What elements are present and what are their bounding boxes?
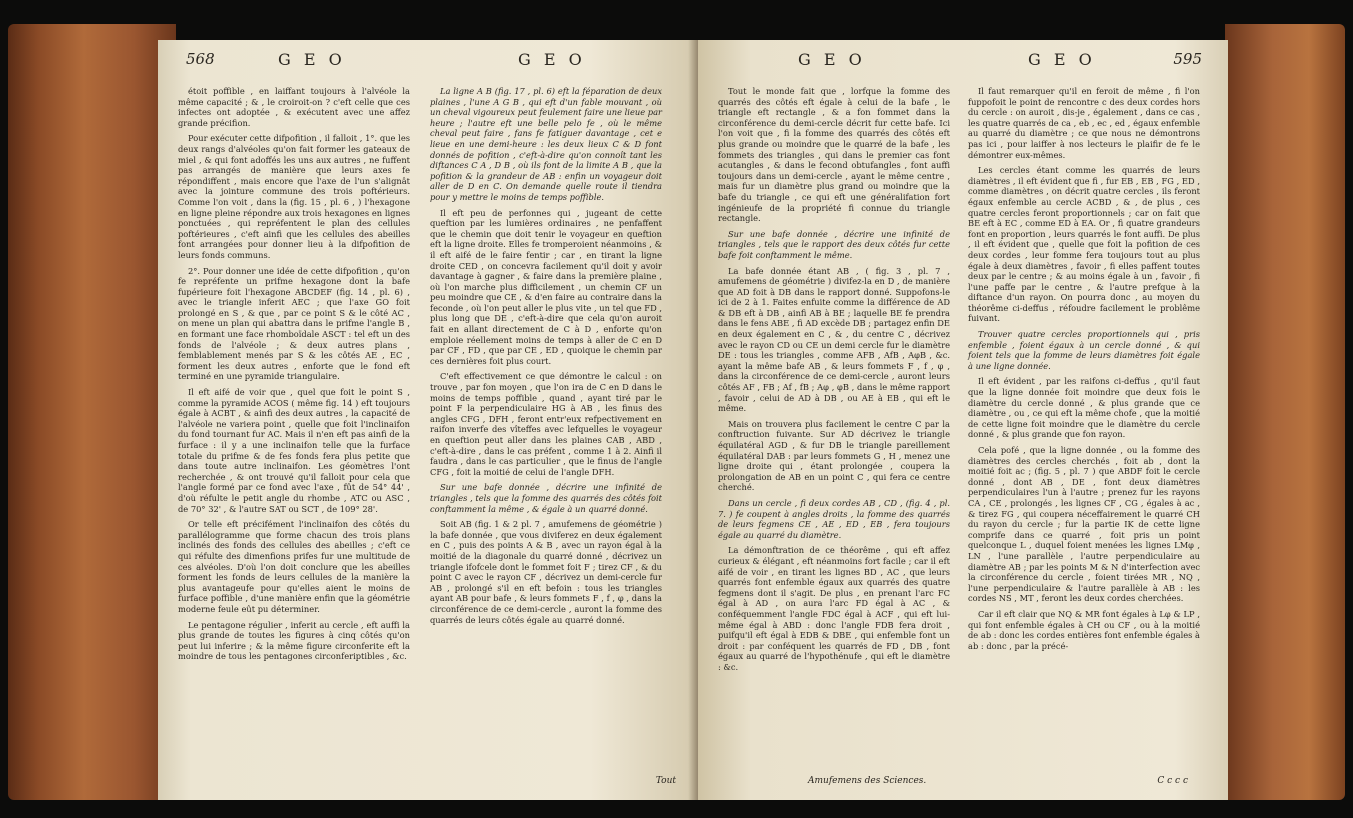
paragraph: Soit AB (fig. 1 & 2 pl. 7 , amufemens de géométrie ) la bafe donnée , que vous diviferez en deux également en C , puis des points A & B , avec un rayon égal à la moitié de la diagonale du quarré donné , décrivez un triangle ifofcele dont le fommet foit F ; tirez CF , & du point C avec le rayon CF , décrivez un demi-cercle fur AB , prolongé s'il en eft befoin : tous les triangles ayant AB pour bafe , & leurs fommets F , f , φ , dans la circonférence de ce demi-cercle , auront la fomme des quarrés de leurs côtés égale au quarré donné. [430,519,662,625]
paragraph: Or telle eft précifément l'inclinaifon des côtés du parallélogramme que forme chacun des trois plans inclinés des fonds des cellules des abeilles ; c'eft ce qui réfulte des dimenfions prifes fur une multitude de ces alvéoles. D'où l'on doit conclure que les abeilles forment les fonds de leurs cellules de la manière la plus avantageufe pour qu'elles aient le moins de furface poffible , d'une manière enfin que la géométrie moderne feule eût pu déterminer. [178,519,410,614]
paragraph: Car il eft clair que NQ & MR font égales à Lφ & LP , qui font enfemble égales à CH ou CF , ou à la moitié de ab : donc les cordes entières font enfemble égales à ab : donc , par la précé- [968,608,1200,651]
paragraph: Mais on trouvera plus facilement le centre C par la conftruction fuivante. Sur AD décrivez le triangle équilatéral AGD , & fur DB le triangle pareillement équilatéral DAB : par leurs fommets G , H , menez une ligne droite qui , étant prolongée , coupera la prolongation de AB en un point C , qui fera ce centre cherché. [718,418,950,493]
catchword: Tout [655,776,676,786]
paragraph: Il eft aifé de voir que , quel que foit le point S , comme la pyramide ACOS ( même fig. 14 ) eft toujours égale à ACBT , & ainfi des deux autres , la capacité de l'alvéole ne variera point , quelle que foit l'inclinaifon du fond tournant fur AC. Mais il n'en eft pas ainfi de la furface : il y a une inclinaifon telle que la furface totale du prifme & de fes fonds fera plus petite que dans toute autre inclinaifon. Les géomètres l'ont recherchée , & ont trouvé qu'il falloit pour cela que l'angle formé par ce fond avec l'axe , fût de 54° 44' , d'où réfulte le petit angle du rhombe , ATC ou ASC , de 70° 32' , & l'autre SAT ou SCT , de 109° 28'. [178,387,410,514]
text-column [430,86,662,630]
open-book [8,10,1345,810]
problem-statement: Sur une bafe donnée , décrire une infinité de triangles , tels que la fomme des quarrés des côtés foit conftamment la même , & égale à un quarré donné. [430,482,662,514]
right-page-header [698,50,1228,78]
problem-statement: La ligne A B (fig. 17 , pl. 6) eft la féparation de deux plaines , l'une A G B , qui eft d'un fable mouvant , où un cheval vigoureux peut feulement faire une lieue par heure ; l'autre eft une belle pelo fe , où le même cheval peut faire , fans fe fatiguer davantage , cet e lieue en une demi-heure : les deux lieux C & D font donnés de pofition , c'eft-à-dire qu'on connoît tant les diftances C A , D B , où ils font de la limite A B , que la pofition & la grandeur de AB : enfin un voyageur doit aller de D en C. On demande quelle route il tiendra pour y mettre le moins de temps poffible. [430,86,662,202]
problem-statement: Sur une bafe donnée , décrire une infinité de triangles , tels que le rapport des deux côtés fur cette bafe foit conftamment le même. [718,228,950,260]
paragraph: Le pentagone régulier , inferit au cercle , eft auffi la plus grande de toutes les figures à cinq côtés qu'on peut lui inferire ; & la même figure circonferite eft la moindre de tous les pentagones circonferiptibles , &c. [178,619,410,662]
paragraph: Les cercles étant comme les quarrés de leurs diamètres , il eft évident que fi , fur EB , EB , FG , ED , comme diamètres , on décrit quatre cercles , ils feront égaux enfemble au cercle ACBD , & , de plus , ces quatre cercles feront proportionnels ; car on fait que BE eft à EC , comme ED à EA. Or , fi quatre grandeurs font en proportion , leurs quarrés le font auffi. De plus , il eft évident que , quelle que foit la pofition de ces deux cordes , leur fomme fera toujours tout au plus égale à deux diamètres , favoir , fi elles paffent toutes deux par le centre ; & au moins égale à un , favoir , fi l'une paffe par le centre , & l'autre prefque à la diftance d'un rayon. On pourra donc , au moyen du théorême ci-deffus , réfoudre facilement le problême fuivant. [968,165,1200,324]
paragraph: Tout le monde fait que , lorfque la fomme des quarrés des côtés eft égale à celui de la bafe , le triangle eft rectangle , & a fon fommet dans la circonférence du demi-cercle décrit fur cette bafe. Ici l'on voit que , fi la fomme des quarrés des côtés eft plus grande ou moindre que le quarré de la bafe , les fommets des triangles , qui dans le premier cas font acutangles , & dans le fecond obtufangles , font auffi toujours dans un demi-cercle , ayant le même centre , mais fur un diamètre plus grand ou moindre que la bafe du triangle , ce qui eft une généralifation fort ingénieufe de la propriété fi connue du triangle rectangle. [718,86,950,224]
text-column [968,86,1200,656]
running-head: G E O [798,50,866,69]
paragraph: Il eft évident , par les raifons ci-deffus , qu'il faut que la ligne donnée foit moindre que deux fois le diamètre du cercle donné , & plus grande que ce diamètre , ou , ce qui eft la même chofe , que la moitié de cette ligne foit moindre que le diamètre du cercle donné , & plus grande que fon rayon. [968,376,1200,440]
text-column [718,86,950,677]
page-number: 568 [186,50,215,68]
paragraph: étoit poffible , en laiffant toujours à l'alvéole la même capacité ; & , le croiroit-on ? c'eft celle que ces infectes ont adoptée , & exécutent avec une affez grande précifion. [178,86,410,128]
running-head: G E O [278,50,346,69]
paragraph: C'eft effectivement ce que démontre le calcul : on trouve , par fon moyen , que l'on ira de C en D dans le moins de temps poffible , quand , ayant tiré par le point F la perpendiculaire HG à AB , les finus des angles CFG , DFH , feront entr'eux refpectivement en raifon inverfe des vîteffes avec lefquelles le voyageur en queftion peut aller dans les plaines CAB , ABD , c'eft-à-dire , dans le cas préfent , comme 1 à 2. Ainfi il faudra , dans le cas particulier , que le finus de l'angle CFG , foit la moitié de celui de l'angle DFH. [430,371,662,477]
paragraph: Pour exécuter cette difpofition , il falloit , 1°. que les deux rangs d'alvéoles qu'on fait former les gateaux de miel , & qui font adoffés les uns aux autres , ne fuffent pas arrangés de manière que leurs axes fe répondiffent , mais encore que l'axe de l'un s'alignât avec la jointure commune des trois poftérieurs. Comme l'on voit , dans la (fig. 15 , pl. 6 , ) l'hexagone en ligne pleine répondre aux trois hexagones en lignes ponctuées , qui repréfentent le plan des cellules poftérieures , c'eft ainfi que les cellules des abeilles font arrangées pour donner lieu à la difpofition de leurs fonds communs. [178,133,410,260]
catchword: C c c c [1157,776,1188,786]
running-head: G E O [1028,50,1096,69]
right-page [698,40,1228,800]
left-page [158,40,698,800]
right-page-edges [1225,24,1345,800]
paragraph: La bafe donnée étant AB , ( fig. 3 , pl. 7 , amufemens de géométrie ) divifez-la en D , de manière que AD foit à DB dans le rapport donné. Suppofons-le ici de 2 à 1. Faites enfuite comme la différence de AD & DB eft à DB , ainfi AB à BE ; laquelle BE fe prendra dans le fens ABE , fi AD excède DB ; partagez enfin DE en deux également en C , & , du centre C , décrivez avec le rayon CD ou CE un demi cercle fur le diamètre DE : tous les triangles , comme AFB , AfB , AφB , &c. ayant la même bafe AB , & leurs fommets F , f , φ , dans la circonférence de ce demi-cercle , auront leurs côtés AF , FB ; Af , fB ; Aφ , φB , dans le même rapport , favoir , celui de AD à DB , ou AE à EB , qui eft le même. [718,265,950,414]
left-page-header [158,50,698,78]
paragraph: Cela pofé , que la ligne donnée , ou la fomme des diamètres des cercles cherchés , foit ab , dont la moitié foit ac ; (fig. 5 , pl. 7 ) que ABDF foit le cercle donné , dont AB , DE , font deux diamètres perpendiculaires l'un à l'autre ; prenez fur les rayons CA , CE , prolongés , les lignes CF , CG , égales à ac , & tirez FG , qui coupera néceffairement le quarré CH du rayon du cercle ; fur la partie IK de cette ligne comprife dans ce quarré , foit pris un point quelconque L , duquel foient menées les lignes LMφ , LN , l'une parallèle , l'autre perpendiculaire au diamètre AB ; par les points M & N d'interfection avec la circonférence du cercle , foient tirées MR , NQ , l'une perpendiculaire & l'autre parallèle à AB : les cordes NS , MT , feront les deux cordes cherchées. [968,445,1200,604]
running-head: G E O [518,50,586,69]
theorem-statement: Dans un cercle , fi deux cordes AB , CD , (fig. 4 , pl. 7. ) fe coupent à angles droits , la fomme des quarrés de leurs fegmens CE , AE , ED , EB , fera toujours égale au quarré du diamètre. [718,497,950,540]
page-number: 595 [1173,50,1202,68]
left-page-edges [8,24,176,800]
signature-mark: Amufemens des Sciences. [808,776,927,786]
paragraph: Il faut remarquer qu'il en feroit de même , fi l'on fuppofoit le point de rencontre c des deux cordes hors du cercle : on auroit , dis-je , également , dans ce cas , les quatre quarrés de ca , eb , ec , ed , égaux enfemble au quarré du diamètre ; ce que nous ne démontrons pas ici , pour laiffer à nos lecteurs le plaifir de fe le démontrer eux-mêmes. [968,86,1200,160]
paragraph: Il eft peu de perfonnes qui , jugeant de cette queftion par les lumières ordinaires , ne penfaffent que le chemin que doit tenir le voyageur en queftion eft la ligne droite. Elles fe tromperoient néanmoins , & il eft aifé de le faire fentir ; car , en tirant la ligne droite CED , on concevra facilement qu'il doit y avoir davantage à gagner , & faire dans la première plaine , où l'on marche plus difficilement , un chemin CF un peu moindre que CE , & d'en faire au contraire dans la feconde , où l'on peut aller le plus vite , un tel que FD , plus long que DE , c'eft-à-dire que cela qu'on auroit fait en allant directement de C à D , enforte qu'on emploie réellement moins de temps à aller de C en D par CF , FD , que par CE , ED , quoique le chemin par ces dernières foit plus court. [430,207,662,366]
paragraph: 2°. Pour donner une idée de cette difpofition , qu'on fe repréfente un prifme hexagone dont la bafe fupérieure foit l'hexagone ABCDEF (fig. 14 , pl. 6) , avec le triangle inferit AEC ; que l'axe GO foit prolongé en S , & que , par ce point S & le côté AC , on mene un plan qui abattra dans le prifme l'angle B , en formant une face rhomboïdale ASCT : tel eft un des fonds de l'alvéole ; & deux autres plans , femblablement menés par S & les côtés AE , EC , forment les deux autres , enforte que le fond eft terminé en une pyramide triangulaire. [178,265,410,382]
text-column [178,86,410,667]
problem-statement: Trouver quatre cercles proportionnels qui , pris enfemble , foient égaux à un cercle donné , & qui foient tels que la fomme de leurs diamètres foit égale à une ligne donnée. [968,329,1200,371]
paragraph: La démonftration de ce théorême , qui eft affez curieux & élégant , eft néanmoins fort facile ; car il eft aifé de voir , en tirant les lignes BD , AC , que leurs quarrés font enfemble égaux aux quarrés des quatre fegmens dont il s'agit. De plus , en prenant l'arc FC égal à AD , on aura l'arc FD égal à AC , & conféquemment l'angle FDC égal à ACF , qui eft lui-même égal à ABD : donc l'angle FDB fera droit , puifqu'il eft égal à EDB & DBE , qui enfemble font un droit : par conféquent les quarrés de FD , DB , font égaux au quarré de l'hypothénufe , qui eft le diamètre : &c. [718,545,950,672]
